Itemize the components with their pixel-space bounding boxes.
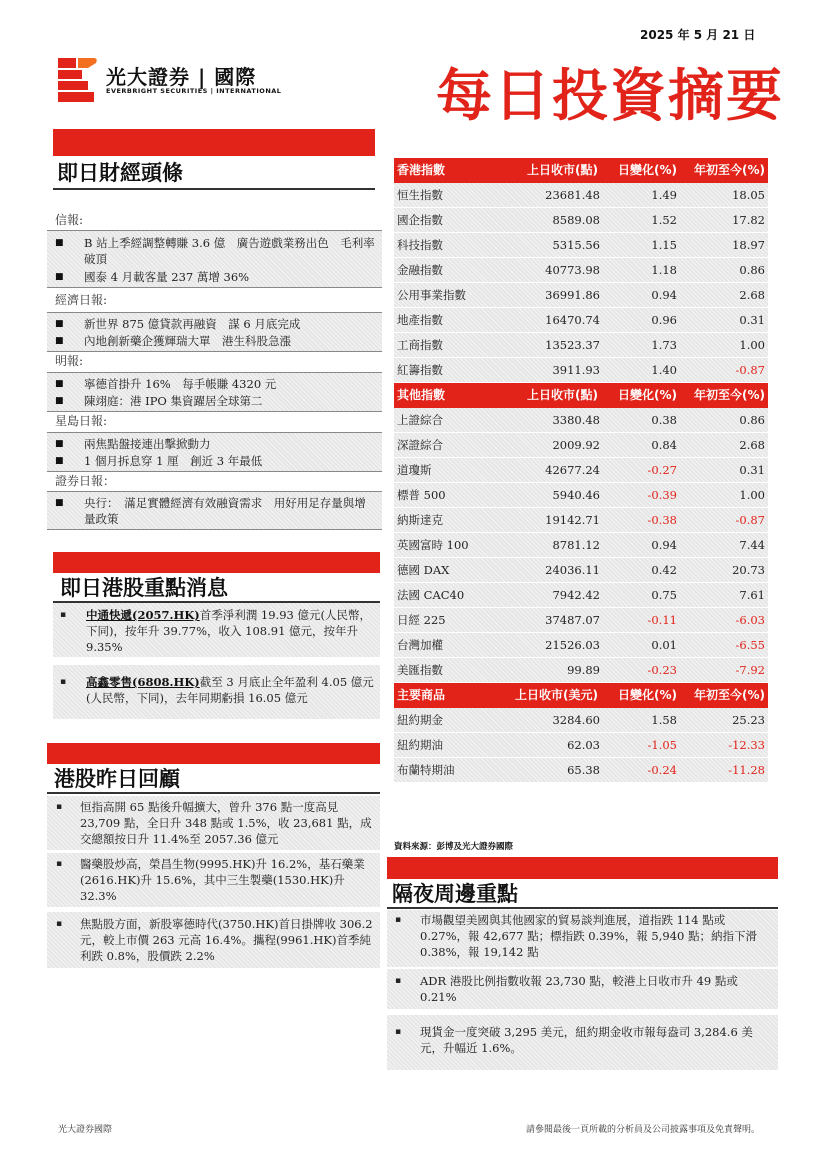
column-header: 上日收市(點) bbox=[527, 388, 598, 402]
hk-news-item bbox=[53, 665, 380, 719]
bullet-icon: ■ bbox=[55, 396, 64, 406]
table-cell: 0.31 bbox=[739, 463, 765, 477]
news-source-block: ■ 兩焦點盤接連出擊掀動力 ■ 1 個月拆息穿 1 厘 創近 3 年最低 bbox=[47, 432, 382, 472]
table-cell: 18.05 bbox=[732, 188, 765, 202]
hk-review-item: ▪ 醫藥股炒高，榮昌生物(9995.HK)升 16.2%，基石藥業(2616.HK)升 15.6%，其中三生製藥(1530.HK)升 32.3% bbox=[47, 853, 380, 907]
table-row bbox=[394, 608, 768, 633]
column-header: 上日收市(美元) bbox=[515, 688, 598, 702]
table-cell: 3380.48 bbox=[552, 413, 600, 427]
table-cell: 7.61 bbox=[739, 588, 765, 602]
table-row bbox=[394, 433, 768, 458]
table-cell: 20.73 bbox=[732, 563, 765, 577]
index-name: 紐約期金 bbox=[397, 713, 443, 727]
table-cell: 1.58 bbox=[651, 713, 677, 727]
table-cell: 3911.93 bbox=[552, 363, 600, 377]
table-cell: 2009.92 bbox=[552, 438, 600, 452]
footer-disclaimer: 請參閱最後一頁所載的分析員及公司披露事項及免責聲明。 bbox=[526, 1125, 761, 1135]
bullet-icon: ▪ bbox=[56, 802, 63, 812]
table-cell: 8781.12 bbox=[552, 538, 600, 552]
finance-headlines-title: 即日財經頭條 bbox=[57, 161, 183, 185]
index-name: 納斯達克 bbox=[397, 513, 443, 527]
table-cell: 0.31 bbox=[739, 313, 765, 327]
everbright-logo-icon bbox=[58, 58, 98, 102]
news-source-label: 證券日報： bbox=[47, 473, 382, 489]
overnight-title: 隔夜周邊重點 bbox=[392, 882, 518, 906]
index-name: 標普 500 bbox=[397, 488, 446, 502]
hk-news-item bbox=[53, 603, 380, 657]
table-cell: 25.23 bbox=[732, 713, 765, 727]
table-row bbox=[394, 583, 768, 608]
news-source-label: 信報: bbox=[47, 212, 382, 228]
table-cell: 62.03 bbox=[567, 738, 600, 752]
column-header: 日變化(%) bbox=[618, 163, 677, 177]
index-name: 德國 DAX bbox=[397, 563, 450, 577]
bullet-icon: ■ bbox=[55, 272, 64, 282]
overnight-item: ▪ 市場觀望美國與其他國家的貿易談判進展，道指跌 114 點或 0.27%，報 42,677 點；標指跌 0.39%，報 5,940 點；納指下滑 0.38%，報 19,142 點 bbox=[387, 910, 778, 967]
column-header: 日變化(%) bbox=[618, 688, 677, 702]
bullet-icon: ▪ bbox=[395, 915, 402, 925]
table-cell: 1.40 bbox=[651, 363, 677, 377]
bullet-icon: ▪ bbox=[56, 859, 63, 869]
table-cell: -0.87 bbox=[735, 363, 765, 377]
index-name: 深證綜合 bbox=[397, 438, 443, 452]
index-name: 法國 CAC40 bbox=[397, 588, 465, 602]
table-row bbox=[394, 733, 768, 758]
table-cell: 17.82 bbox=[732, 213, 765, 227]
table-header-row bbox=[394, 158, 768, 183]
table-cell: -0.11 bbox=[647, 613, 677, 627]
section-divider bbox=[387, 907, 778, 909]
news-item: ■ B 站上季經調整轉賺 3.6 億 廣告遊戲業務出色 毛利率破頂 bbox=[55, 236, 375, 266]
table-cell: 5940.46 bbox=[552, 488, 600, 502]
table-cell: 23681.48 bbox=[545, 188, 600, 202]
table-cell: 7942.42 bbox=[552, 588, 600, 602]
table-cell: 21526.03 bbox=[545, 638, 600, 652]
finance-headlines-box bbox=[47, 212, 382, 530]
data-source-note: 資料來源：彭博及光大證券國際 bbox=[394, 842, 514, 852]
table-cell: 24036.11 bbox=[545, 563, 600, 577]
index-name: 紐約期油 bbox=[397, 738, 443, 752]
table-row bbox=[394, 408, 768, 433]
bullet-icon: ▪ bbox=[60, 610, 67, 620]
table-cell: 1.00 bbox=[739, 488, 765, 502]
table-cell: 2.68 bbox=[739, 438, 765, 452]
table-cell: 1.52 bbox=[651, 213, 677, 227]
table-cell: 0.86 bbox=[739, 413, 765, 427]
table-row bbox=[394, 558, 768, 583]
page-headline: 每日投資摘要 bbox=[436, 64, 784, 129]
section-divider bbox=[53, 188, 375, 190]
overnight-item: ▪ ADR 港股比例指數收報 23,730 點，較港上日收市升 49 點或 0.21% bbox=[387, 969, 778, 1009]
bullet-icon: ■ bbox=[55, 238, 64, 248]
table-cell: -1.05 bbox=[647, 738, 677, 752]
news-source-block: ■ B 站上季經調整轉賺 3.6 億 廣告遊戲業務出色 毛利率破頂 ■ 國泰 4 月載客量 237 萬增 36% bbox=[47, 230, 382, 288]
table-cell: 1.73 bbox=[651, 338, 677, 352]
table-row bbox=[394, 333, 768, 358]
table-cell: 3284.60 bbox=[552, 713, 600, 727]
index-name: 工商指數 bbox=[397, 338, 443, 352]
footer-company: 光大證券國際 bbox=[58, 1125, 113, 1135]
table-cell: 0.86 bbox=[739, 263, 765, 277]
index-name: 公用事業指數 bbox=[397, 288, 466, 302]
table-cell: -12.33 bbox=[728, 738, 765, 752]
column-header: 其他指數 bbox=[397, 388, 446, 402]
index-name: 英國富時 100 bbox=[397, 538, 469, 552]
bullet-icon: ▪ bbox=[395, 1027, 402, 1037]
index-table bbox=[394, 158, 768, 808]
index-name: 金融指數 bbox=[397, 263, 443, 277]
table-row bbox=[394, 758, 768, 783]
table-row bbox=[394, 458, 768, 483]
table-cell: -6.55 bbox=[735, 638, 765, 652]
table-cell: 1.00 bbox=[739, 338, 765, 352]
section-header-bar bbox=[47, 743, 380, 764]
index-name: 美匯指數 bbox=[397, 663, 443, 677]
stock-name: 中通快遞(2057.HK) bbox=[86, 608, 200, 622]
table-cell: 0.75 bbox=[651, 588, 677, 602]
table-cell: 99.89 bbox=[567, 663, 600, 677]
table-cell: 13523.37 bbox=[545, 338, 600, 352]
index-name: 布蘭特期油 bbox=[397, 763, 455, 777]
table-cell: -0.87 bbox=[735, 513, 765, 527]
table-cell: 1.18 bbox=[651, 263, 677, 277]
stock-name: 高鑫零售(6808.HK) bbox=[86, 675, 200, 689]
table-row bbox=[394, 283, 768, 308]
index-name: 上證綜合 bbox=[397, 413, 443, 427]
table-cell: 0.01 bbox=[651, 638, 677, 652]
table-cell: -0.38 bbox=[647, 513, 677, 527]
section-header-bar bbox=[53, 129, 375, 156]
news-source-block bbox=[47, 491, 382, 530]
table-row bbox=[394, 358, 768, 383]
index-name: 台灣加權 bbox=[397, 638, 443, 652]
bullet-icon: ■ bbox=[55, 336, 64, 346]
table-cell: 16470.74 bbox=[545, 313, 600, 327]
brand-name-cn: 光大證券 | 國際 bbox=[106, 65, 257, 89]
index-name: 道瓊斯 bbox=[397, 463, 432, 477]
column-header: 年初至今(%) bbox=[694, 388, 765, 402]
table-row bbox=[394, 483, 768, 508]
table-cell: 0.38 bbox=[651, 413, 677, 427]
bullet-icon: ■ bbox=[55, 439, 64, 449]
index-name: 紅籌指數 bbox=[397, 363, 443, 377]
table-row bbox=[394, 658, 768, 683]
column-header: 年初至今(%) bbox=[694, 688, 765, 702]
news-source-label: 經濟日報: bbox=[47, 292, 382, 308]
table-cell: -6.03 bbox=[735, 613, 765, 627]
column-header: 主要商品 bbox=[397, 688, 446, 702]
hk-review-item: ▪ 恒指高開 65 點後升幅擴大，曾升 376 點一度高見 23,709 點，全日升 348 點或 1.5%，收 23,681 點，成交總額按日升 11.4%至 2057.36 億元 bbox=[47, 796, 380, 850]
table-header-row bbox=[394, 683, 768, 708]
table-cell: 37487.07 bbox=[545, 613, 600, 627]
table-row bbox=[394, 308, 768, 333]
table-row bbox=[394, 208, 768, 233]
table-cell: 0.96 bbox=[651, 313, 677, 327]
table-cell: 42677.24 bbox=[545, 463, 600, 477]
table-cell: 19142.71 bbox=[545, 513, 600, 527]
table-cell: 40773.98 bbox=[545, 263, 600, 277]
table-cell: 1.15 bbox=[651, 238, 677, 252]
table-cell: 2.68 bbox=[739, 288, 765, 302]
column-header: 年初至今(%) bbox=[694, 163, 765, 177]
bullet-icon: ▪ bbox=[395, 976, 402, 986]
bullet-icon: ▪ bbox=[60, 677, 67, 687]
table-cell: 65.38 bbox=[567, 763, 600, 777]
overnight-item: ▪ 現貨金一度突破 3,295 美元，紐約期金收市報每盎司 3,284.6 美元，升幅近 1.6%。 bbox=[387, 1015, 778, 1070]
table-cell: 0.84 bbox=[651, 438, 677, 452]
section-header-bar bbox=[53, 552, 380, 573]
bullet-icon: ■ bbox=[55, 319, 64, 329]
column-header: 日變化(%) bbox=[618, 388, 677, 402]
hk-news-title: 即日港股重點消息 bbox=[60, 576, 228, 600]
section-divider bbox=[47, 792, 380, 794]
news-source-label: 星島日報: bbox=[47, 413, 382, 429]
table-cell: -0.27 bbox=[647, 463, 677, 477]
table-row bbox=[394, 183, 768, 208]
index-name: 國企指數 bbox=[397, 213, 443, 227]
index-name: 恒生指數 bbox=[397, 188, 443, 202]
table-row bbox=[394, 233, 768, 258]
index-name: 地產指數 bbox=[397, 313, 443, 327]
stock-news-text: 首季淨利潤 19.93 億元(人民幣，下同)，按年升 39.77%，收入 108.91 億元，按年升 9.35% bbox=[86, 608, 371, 654]
table-cell: -11.28 bbox=[728, 763, 765, 777]
table-row bbox=[394, 258, 768, 283]
table-row bbox=[394, 533, 768, 558]
hk-review-title: 港股昨日回顧 bbox=[54, 767, 180, 791]
bullet-icon: ■ bbox=[55, 498, 64, 508]
table-cell: -0.39 bbox=[647, 488, 677, 502]
index-name: 日經 225 bbox=[397, 613, 446, 627]
table-cell: 7.44 bbox=[739, 538, 765, 552]
table-cell: 1.49 bbox=[651, 188, 677, 202]
news-source-block: ■ 寧德首掛升 16% 每手帳賺 4320 元 ■ 陳翊庭：港 IPO 集資躍居全球第二 bbox=[47, 372, 382, 412]
table-cell: -7.92 bbox=[735, 663, 765, 677]
table-row bbox=[394, 633, 768, 658]
news-source-block: ■ 新世界 875 億貸款再融資 謀 6 月底完成 ■ 內地創新藥企獲輝瑞大單 港生科股急漲 bbox=[47, 312, 382, 352]
brand-name-en: EVERBRIGHT SECURITIES | INTERNATIONAL bbox=[106, 87, 282, 95]
index-name: 科技指數 bbox=[397, 238, 443, 252]
stock-news-text: 截至 3 月底止全年盈利 4.05 億元(人民幣，下同)，去年同期虧損 16.05 億元 bbox=[86, 675, 374, 705]
bullet-icon: ■ bbox=[55, 379, 64, 389]
table-cell: 36991.86 bbox=[545, 288, 600, 302]
brand-logo bbox=[58, 58, 308, 102]
table-cell: -0.23 bbox=[647, 663, 677, 677]
table-cell: 18.97 bbox=[732, 238, 765, 252]
bullet-icon: ■ bbox=[55, 456, 64, 466]
section-header-bar bbox=[387, 857, 778, 879]
hk-review-item: ▪ 焦點股方面，新股寧德時代(3750.HK)首日掛牌收 306.2 元，較上市價 263 元高 16.4%。攜程(9961.HK)首季純利跌 0.8%，股價跌 2.2% bbox=[47, 912, 380, 968]
table-header-row bbox=[394, 383, 768, 408]
table-cell: -0.24 bbox=[647, 763, 677, 777]
table-cell: 0.94 bbox=[651, 538, 677, 552]
bullet-icon: ▪ bbox=[56, 919, 63, 929]
column-header: 香港指數 bbox=[397, 163, 446, 177]
news-item: ■ 央行： 滿足實體經濟有效融資需求 用好用足存量與增量政策 bbox=[55, 496, 366, 526]
report-date: 2025 年 5 月 21 日 bbox=[640, 28, 756, 42]
table-row bbox=[394, 708, 768, 733]
table-cell: 0.94 bbox=[651, 288, 677, 302]
table-row bbox=[394, 508, 768, 533]
table-cell: 0.42 bbox=[651, 563, 677, 577]
table-cell: 5315.56 bbox=[552, 238, 600, 252]
column-header: 上日收市(點) bbox=[527, 163, 598, 177]
news-source-label: 明報: bbox=[47, 353, 382, 369]
table-cell: 8589.08 bbox=[552, 213, 600, 227]
